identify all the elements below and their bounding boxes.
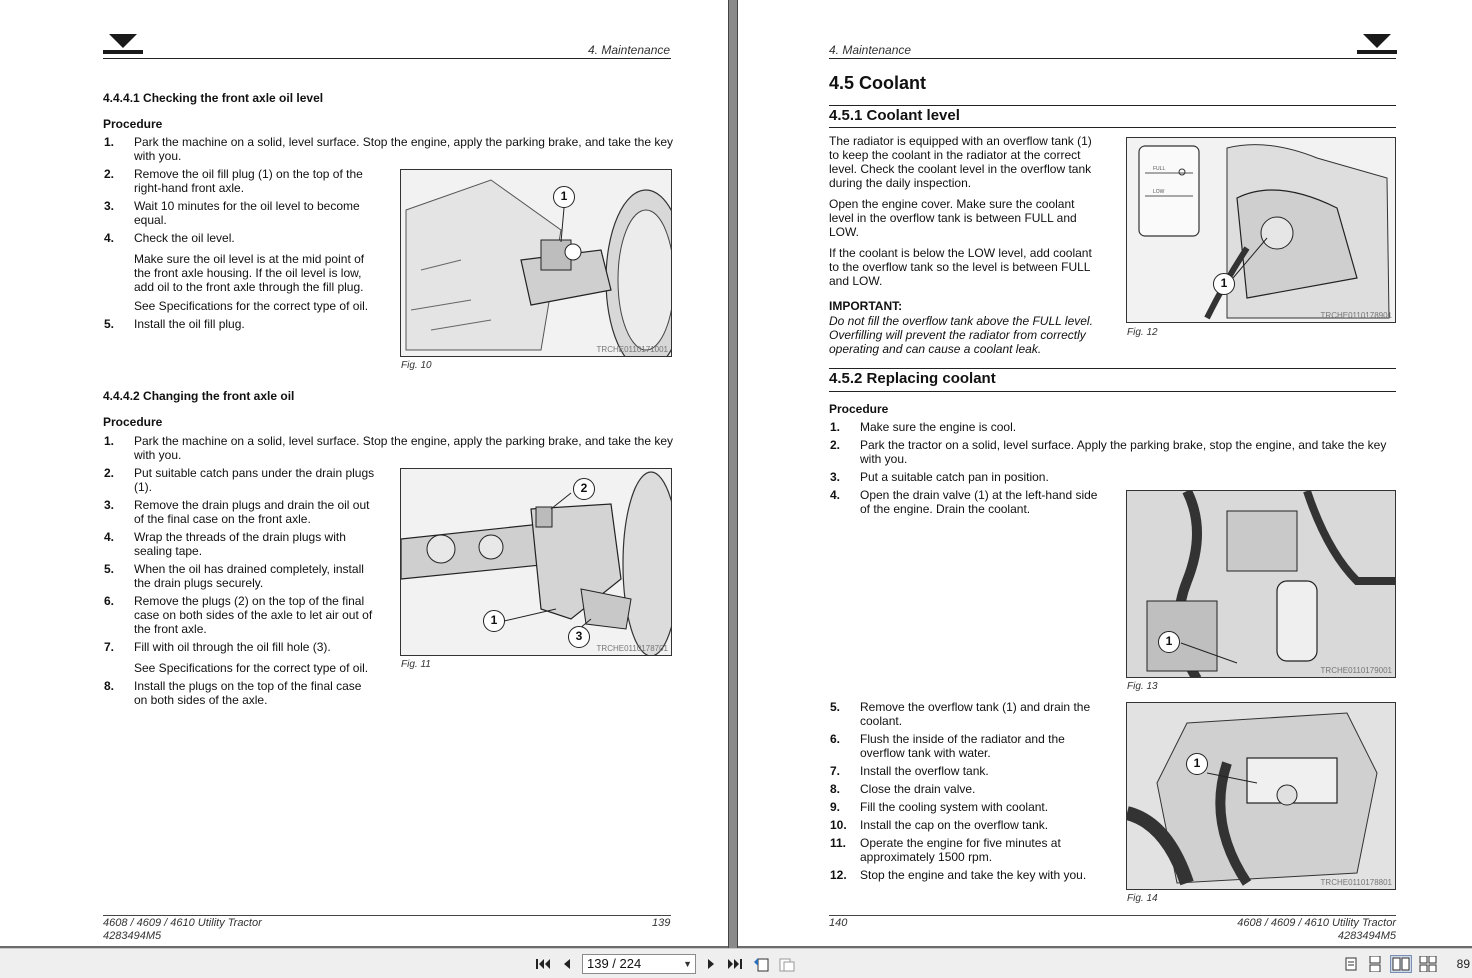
step-text: Check the oil level. <box>134 231 235 245</box>
section-heading-4442: 4.4.4.2 Changing the front axle oil <box>103 389 295 403</box>
figure-10 <box>400 169 672 357</box>
step-text: Remove the oil fill plug (1) on the top of the <box>134 167 363 181</box>
step-item <box>830 700 1130 728</box>
step-number: 1. <box>104 434 115 448</box>
viewer-toolbar <box>0 948 1472 978</box>
footer-doc-number: 4283494M5 <box>1337 930 1396 942</box>
step-text: Park the tractor on a solid, level surface. Apply the parking brake, stop the engine, and take the key <box>860 438 1387 452</box>
step-text: add oil to the front axle through the fill plug. <box>134 280 364 294</box>
figure-14 <box>1126 702 1396 890</box>
chevron-down-icon[interactable]: ▼ <box>683 959 692 969</box>
step-number: 6. <box>104 594 115 608</box>
page-indicator: 139 / 224 <box>587 956 642 971</box>
chapter-heading-45: 4.5 Coolant <box>829 73 927 93</box>
heading-rule <box>829 391 1396 392</box>
step-text: overflow tank with water. <box>860 746 991 760</box>
footer-rule <box>103 915 671 916</box>
step-item <box>830 438 1390 466</box>
step-text: Install the overflow tank. <box>860 764 989 778</box>
figure-callout: 1 <box>483 610 505 632</box>
continuous-icon[interactable] <box>1366 955 1384 973</box>
paragraph-line: If the coolant is below the LOW level, add coolant <box>829 246 1092 260</box>
step-text: of the engine. Drain the coolant. <box>860 502 1031 516</box>
step-item <box>830 868 1130 882</box>
next-page-icon[interactable] <box>702 955 720 973</box>
two-page-continuous-icon[interactable] <box>1418 955 1438 973</box>
step-item <box>830 800 1130 814</box>
step-text: Operate the engine for five minutes at <box>860 836 1061 850</box>
important-line: Overfilling will prevent the radiator from correctly <box>829 328 1086 342</box>
paragraph-line: level. Check the coolant level in the overflow tank <box>829 162 1092 176</box>
step-text: Wrap the threads of the drain plugs with <box>134 530 346 544</box>
step-number: 3. <box>104 498 115 512</box>
step-number: 8. <box>830 782 841 796</box>
step-number: 5. <box>104 562 115 576</box>
paragraph-line: and LOW. <box>829 274 883 288</box>
step-number: 9. <box>830 800 841 814</box>
step-number: 4. <box>104 231 115 245</box>
step-number: 2. <box>830 438 841 452</box>
figure-code: TRCHE0110178801 <box>1320 878 1392 887</box>
figure-caption: Fig. 12 <box>1127 327 1158 338</box>
figure-callout: 1 <box>553 186 575 208</box>
paragraph-line: level in the overflow tank is between FULL and <box>829 211 1077 225</box>
step-number: 2. <box>104 466 115 480</box>
step-text: Park the machine on a solid, level surface. Stop the engine, apply the parking brake, and take the key <box>134 434 673 448</box>
step-text: the front axle. <box>134 622 207 636</box>
step-text: Make sure the engine is cool. <box>860 420 1017 434</box>
step-text: on both sides of the axle. <box>134 693 268 707</box>
tank-label-low: LOW <box>1153 189 1165 195</box>
paragraph-line: to the overflow tank so the level is between FULL <box>829 260 1091 274</box>
figure-11 <box>400 468 672 656</box>
figure-callout: 2 <box>573 478 595 500</box>
step-text: Install the oil fill plug. <box>134 317 245 331</box>
step-number: 6. <box>830 732 841 746</box>
paragraph-line: The radiator is equipped with an overflow tank (1) <box>829 134 1092 148</box>
paragraph-line: during the daily inspection. <box>829 176 972 190</box>
step-number: 3. <box>104 199 115 213</box>
heading-rule <box>829 368 1396 369</box>
figure-callout: 3 <box>568 626 590 648</box>
step-text: of the final case on the front axle. <box>134 512 311 526</box>
step-number: 2. <box>104 167 115 181</box>
figure-code: TRCHE0110179001 <box>1320 666 1392 675</box>
footer-model: 4608 / 4609 / 4610 Utility Tractor <box>103 917 262 929</box>
step-text: Flush the inside of the radiator and the <box>860 732 1065 746</box>
header-rule <box>829 58 1396 59</box>
figure-caption: Fig. 11 <box>401 659 431 670</box>
step-number: 4. <box>104 530 115 544</box>
step-number: 4. <box>830 488 841 502</box>
heading-rule <box>829 105 1396 106</box>
footer-rule <box>829 915 1396 916</box>
step-text: See Specifications for the correct type of oil. <box>134 299 369 313</box>
step-text: the front axle housing. If the oil level is low, <box>134 266 362 280</box>
step-text: Remove the overflow tank (1) and drain the <box>860 700 1091 714</box>
step-item <box>830 470 1390 484</box>
step-item <box>104 434 674 462</box>
footer-doc-number: 4283494M5 <box>103 930 162 942</box>
step-text: case on both sides of the axle to let air out of <box>134 608 373 622</box>
brand-logo <box>1357 34 1397 56</box>
step-number: 1. <box>104 135 115 149</box>
step-text: the drain plugs securely. <box>134 576 264 590</box>
step-item <box>830 420 1390 434</box>
next-view-icon[interactable] <box>778 955 796 973</box>
step-text: Put suitable catch pans under the drain plugs <box>134 466 375 480</box>
step-item <box>104 661 674 675</box>
paragraph-line: to keep the coolant in the radiator at the correct <box>829 148 1081 162</box>
tank-label-full: FULL <box>1153 166 1166 172</box>
last-page-icon[interactable] <box>726 955 744 973</box>
step-number: 5. <box>830 700 841 714</box>
zoom-level[interactable]: 89 <box>1456 957 1470 971</box>
page-139 <box>0 0 728 946</box>
step-number: 5. <box>104 317 115 331</box>
figure-caption: Fig. 10 <box>401 360 432 371</box>
single-page-icon[interactable] <box>1342 955 1360 973</box>
step-item <box>830 732 1130 760</box>
step-number: 11. <box>830 836 847 850</box>
section-heading-452: 4.5.2 Replacing coolant <box>829 370 996 387</box>
heading-rule <box>829 127 1396 128</box>
figure-callout: 1 <box>1186 753 1208 775</box>
step-text: Close the drain valve. <box>860 782 976 796</box>
step-text: sealing tape. <box>134 544 203 558</box>
step-item <box>830 764 1130 778</box>
page-header-section: 4. Maintenance <box>829 43 912 57</box>
page-number-field[interactable] <box>582 954 696 974</box>
prev-page-icon[interactable] <box>558 955 576 973</box>
step-text: Open the drain valve (1) at the left-hand side <box>860 488 1098 502</box>
footer-page-number: 139 <box>652 917 671 929</box>
page-header-section: 4. Maintenance <box>588 43 671 57</box>
footer-model: 4608 / 4609 / 4610 Utility Tractor <box>1237 917 1396 929</box>
step-text: approximately 1500 rpm. <box>860 850 993 864</box>
step-item <box>830 818 1130 832</box>
two-page-icon[interactable] <box>1390 955 1412 973</box>
step-number: 1. <box>830 420 841 434</box>
figure-12 <box>1126 137 1396 323</box>
page-140 <box>738 0 1472 946</box>
figure-caption: Fig. 13 <box>1127 681 1158 692</box>
step-text: Wait 10 minutes for the oil level to become <box>134 199 360 213</box>
step-text: (1). <box>134 480 152 494</box>
procedure-label: Procedure <box>103 415 163 429</box>
section-heading-451: 4.5.1 Coolant level <box>829 107 960 124</box>
step-text: Put a suitable catch pan in position. <box>860 470 1049 484</box>
procedure-label: Procedure <box>103 117 163 131</box>
first-page-icon[interactable] <box>534 955 552 973</box>
step-text: Fill with oil through the oil fill hole (3). <box>134 640 331 654</box>
important-line: Do not fill the overflow tank above the FULL level. <box>829 314 1093 328</box>
step-item <box>830 782 1130 796</box>
step-text: with you. <box>134 448 182 462</box>
step-item <box>104 679 674 707</box>
brand-logo <box>103 34 143 56</box>
header-rule <box>103 58 671 59</box>
paragraph-line: Open the engine cover. Make sure the coolant <box>829 197 1075 211</box>
step-text: coolant. <box>860 714 903 728</box>
step-text: equal. <box>134 213 167 227</box>
step-number: 7. <box>830 764 841 778</box>
step-item <box>830 836 1130 864</box>
figure-13 <box>1126 490 1396 678</box>
step-text: right-hand front axle. <box>134 181 245 195</box>
step-text: with you. <box>860 452 908 466</box>
paragraph-line: LOW. <box>829 225 860 239</box>
step-text: When the oil has drained completely, install <box>134 562 364 576</box>
step-text: Make sure the oil level is at the mid point of <box>134 252 365 266</box>
step-text: See Specifications for the correct type of oil. <box>134 661 369 675</box>
step-text: Fill the cooling system with coolant. <box>860 800 1049 814</box>
step-number: 3. <box>830 470 841 484</box>
step-item <box>104 135 674 163</box>
step-number: 12. <box>830 868 847 882</box>
section-heading-4441: 4.4.4.1 Checking the front axle oil level <box>103 91 324 105</box>
step-text: Stop the engine and take the key with you. <box>860 868 1087 882</box>
important-label: IMPORTANT: <box>829 299 903 313</box>
figure-code: TRCHE0110178901 <box>1320 311 1392 320</box>
step-text: Remove the plugs (2) on the top of the final <box>134 594 365 608</box>
step-number: 8. <box>104 679 115 693</box>
step-number: 10. <box>830 818 847 832</box>
figure-code: TRCHE0110178701 <box>596 644 668 653</box>
page-gutter <box>728 0 738 948</box>
step-text: Park the machine on a solid, level surface. Stop the engine, apply the parking brake, and take the key <box>134 135 673 149</box>
step-text: Install the plugs on the top of the final case <box>134 679 362 693</box>
footer-page-number: 140 <box>829 917 848 929</box>
step-text: Remove the drain plugs and drain the oil out <box>134 498 370 512</box>
figure-callout: 1 <box>1158 631 1180 653</box>
previous-view-icon[interactable] <box>752 955 770 973</box>
step-text: with you. <box>134 149 182 163</box>
figure-code: TRCHE0110171001 <box>596 345 668 354</box>
step-number: 7. <box>104 640 115 654</box>
important-line: operating and can cause a coolant leak. <box>829 342 1042 356</box>
step-text: Install the cap on the overflow tank. <box>860 818 1049 832</box>
figure-callout: 1 <box>1213 273 1235 295</box>
procedure-label: Procedure <box>829 402 889 416</box>
figure-caption: Fig. 14 <box>1127 893 1158 904</box>
